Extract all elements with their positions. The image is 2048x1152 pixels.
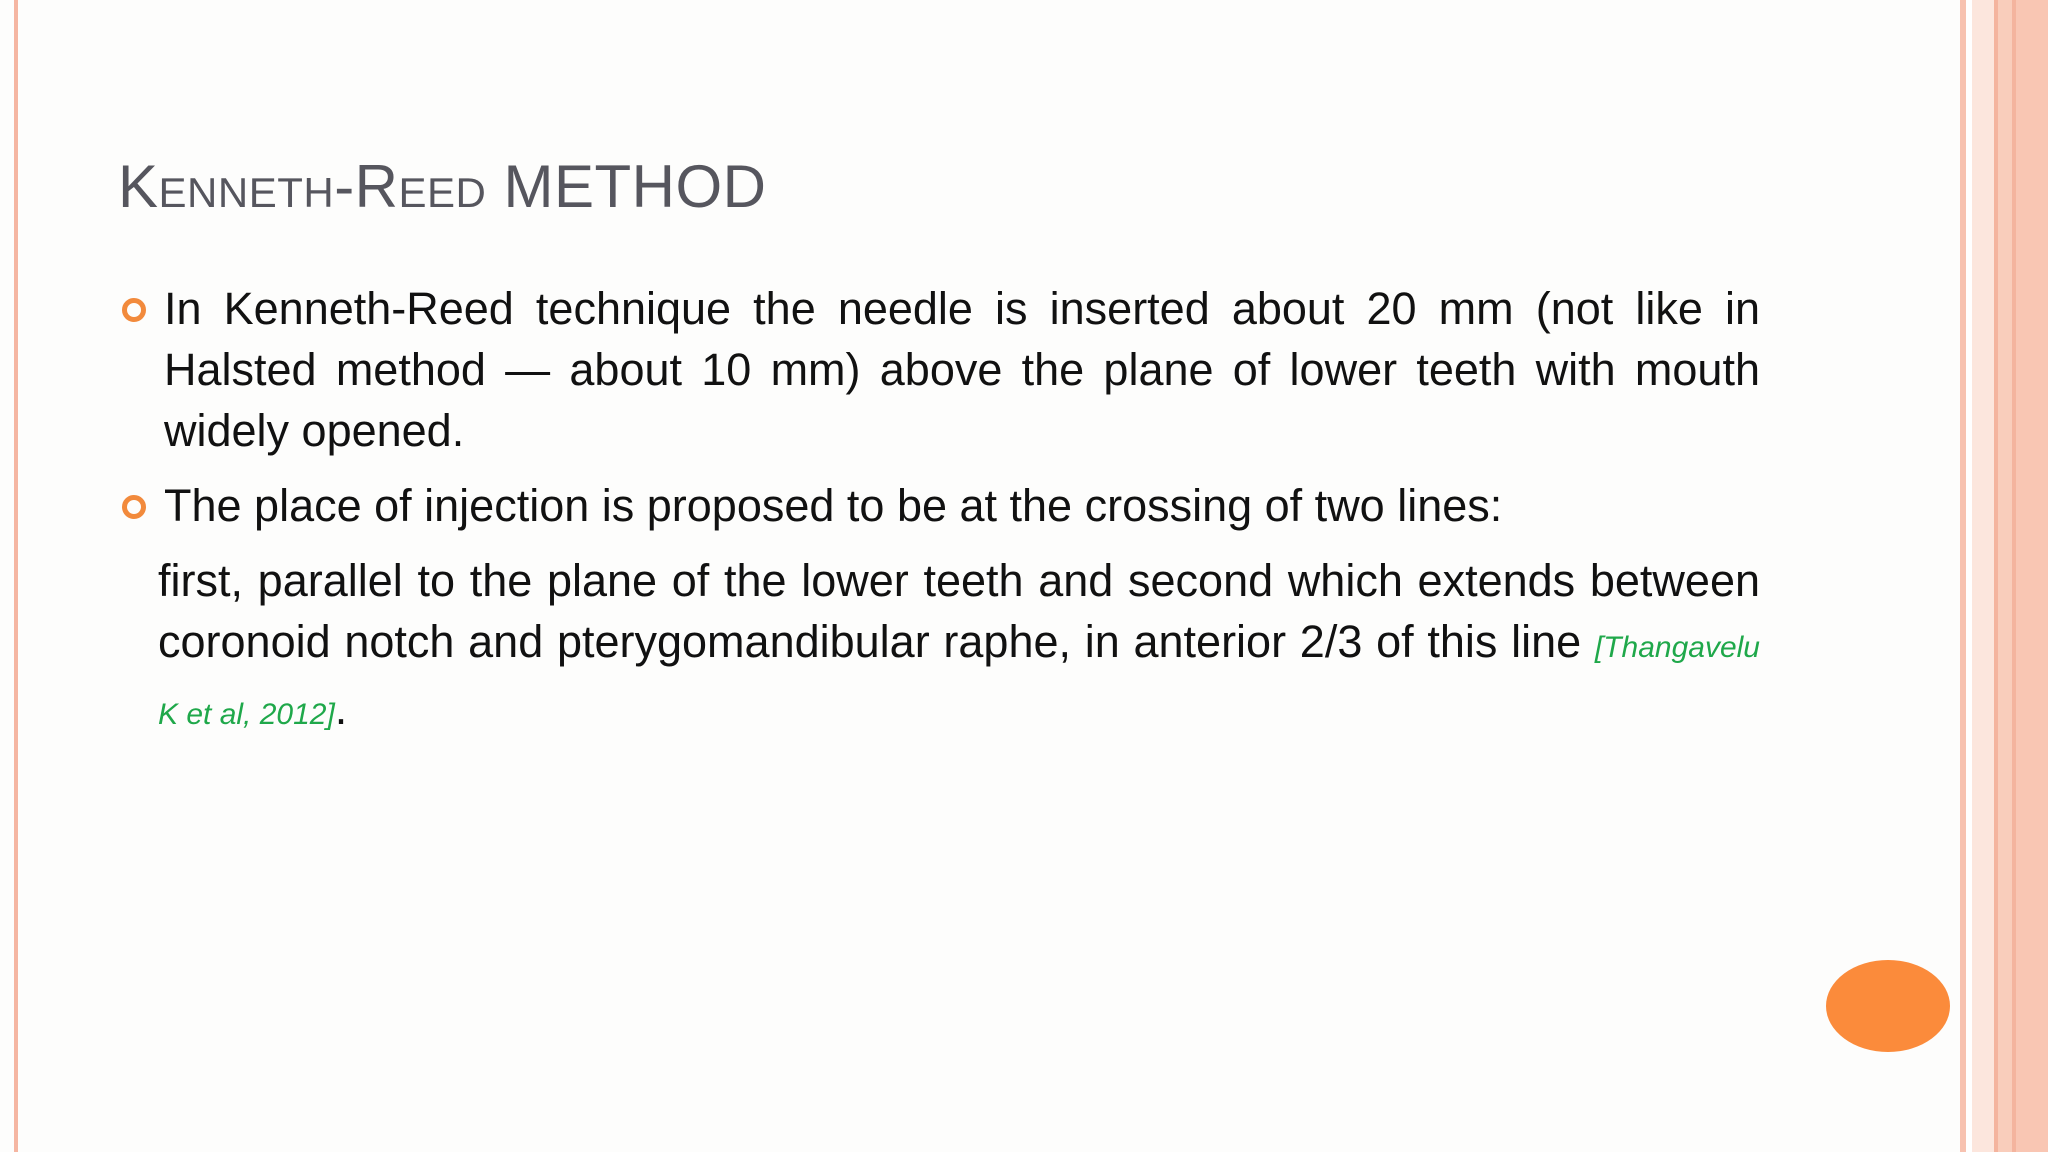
- orange-oval-nav-icon[interactable]: [1826, 960, 1950, 1052]
- slide-title: Kenneth-Reed METHOD: [118, 153, 767, 220]
- right-decorative-stripes: [1960, 0, 2048, 1152]
- bullet-item: [118, 278, 1760, 461]
- stripe: [1972, 0, 1994, 1152]
- stripe: [2016, 0, 2048, 1152]
- bullet-text: The place of injection is proposed to be at the crossing of two lines:: [164, 480, 1503, 531]
- slide-content: [118, 278, 1760, 745]
- continuation-text: first, parallel to the plane of the lower teeth and second which extends between coronoid notch and pterygomandibular raphe, in anterior 2/3 of this line: [158, 555, 1760, 667]
- hollow-circle-bullet-icon: [122, 495, 146, 519]
- continuation-end: .: [334, 683, 348, 734]
- hollow-circle-bullet-icon: [122, 298, 146, 322]
- bullet-item: [118, 475, 1760, 536]
- continuation-paragraph: [118, 550, 1760, 745]
- citation: [Thangavelu K et al, 2012]: [158, 631, 1760, 731]
- left-border-line: [14, 0, 18, 1152]
- bullet-text: In Kenneth-Reed technique the needle is inserted about 20 mm (not like in Halsted method — about 10 mm) above the plane of lower teeth with mouth widely opened.: [164, 283, 1760, 456]
- stripe: [1998, 0, 2012, 1152]
